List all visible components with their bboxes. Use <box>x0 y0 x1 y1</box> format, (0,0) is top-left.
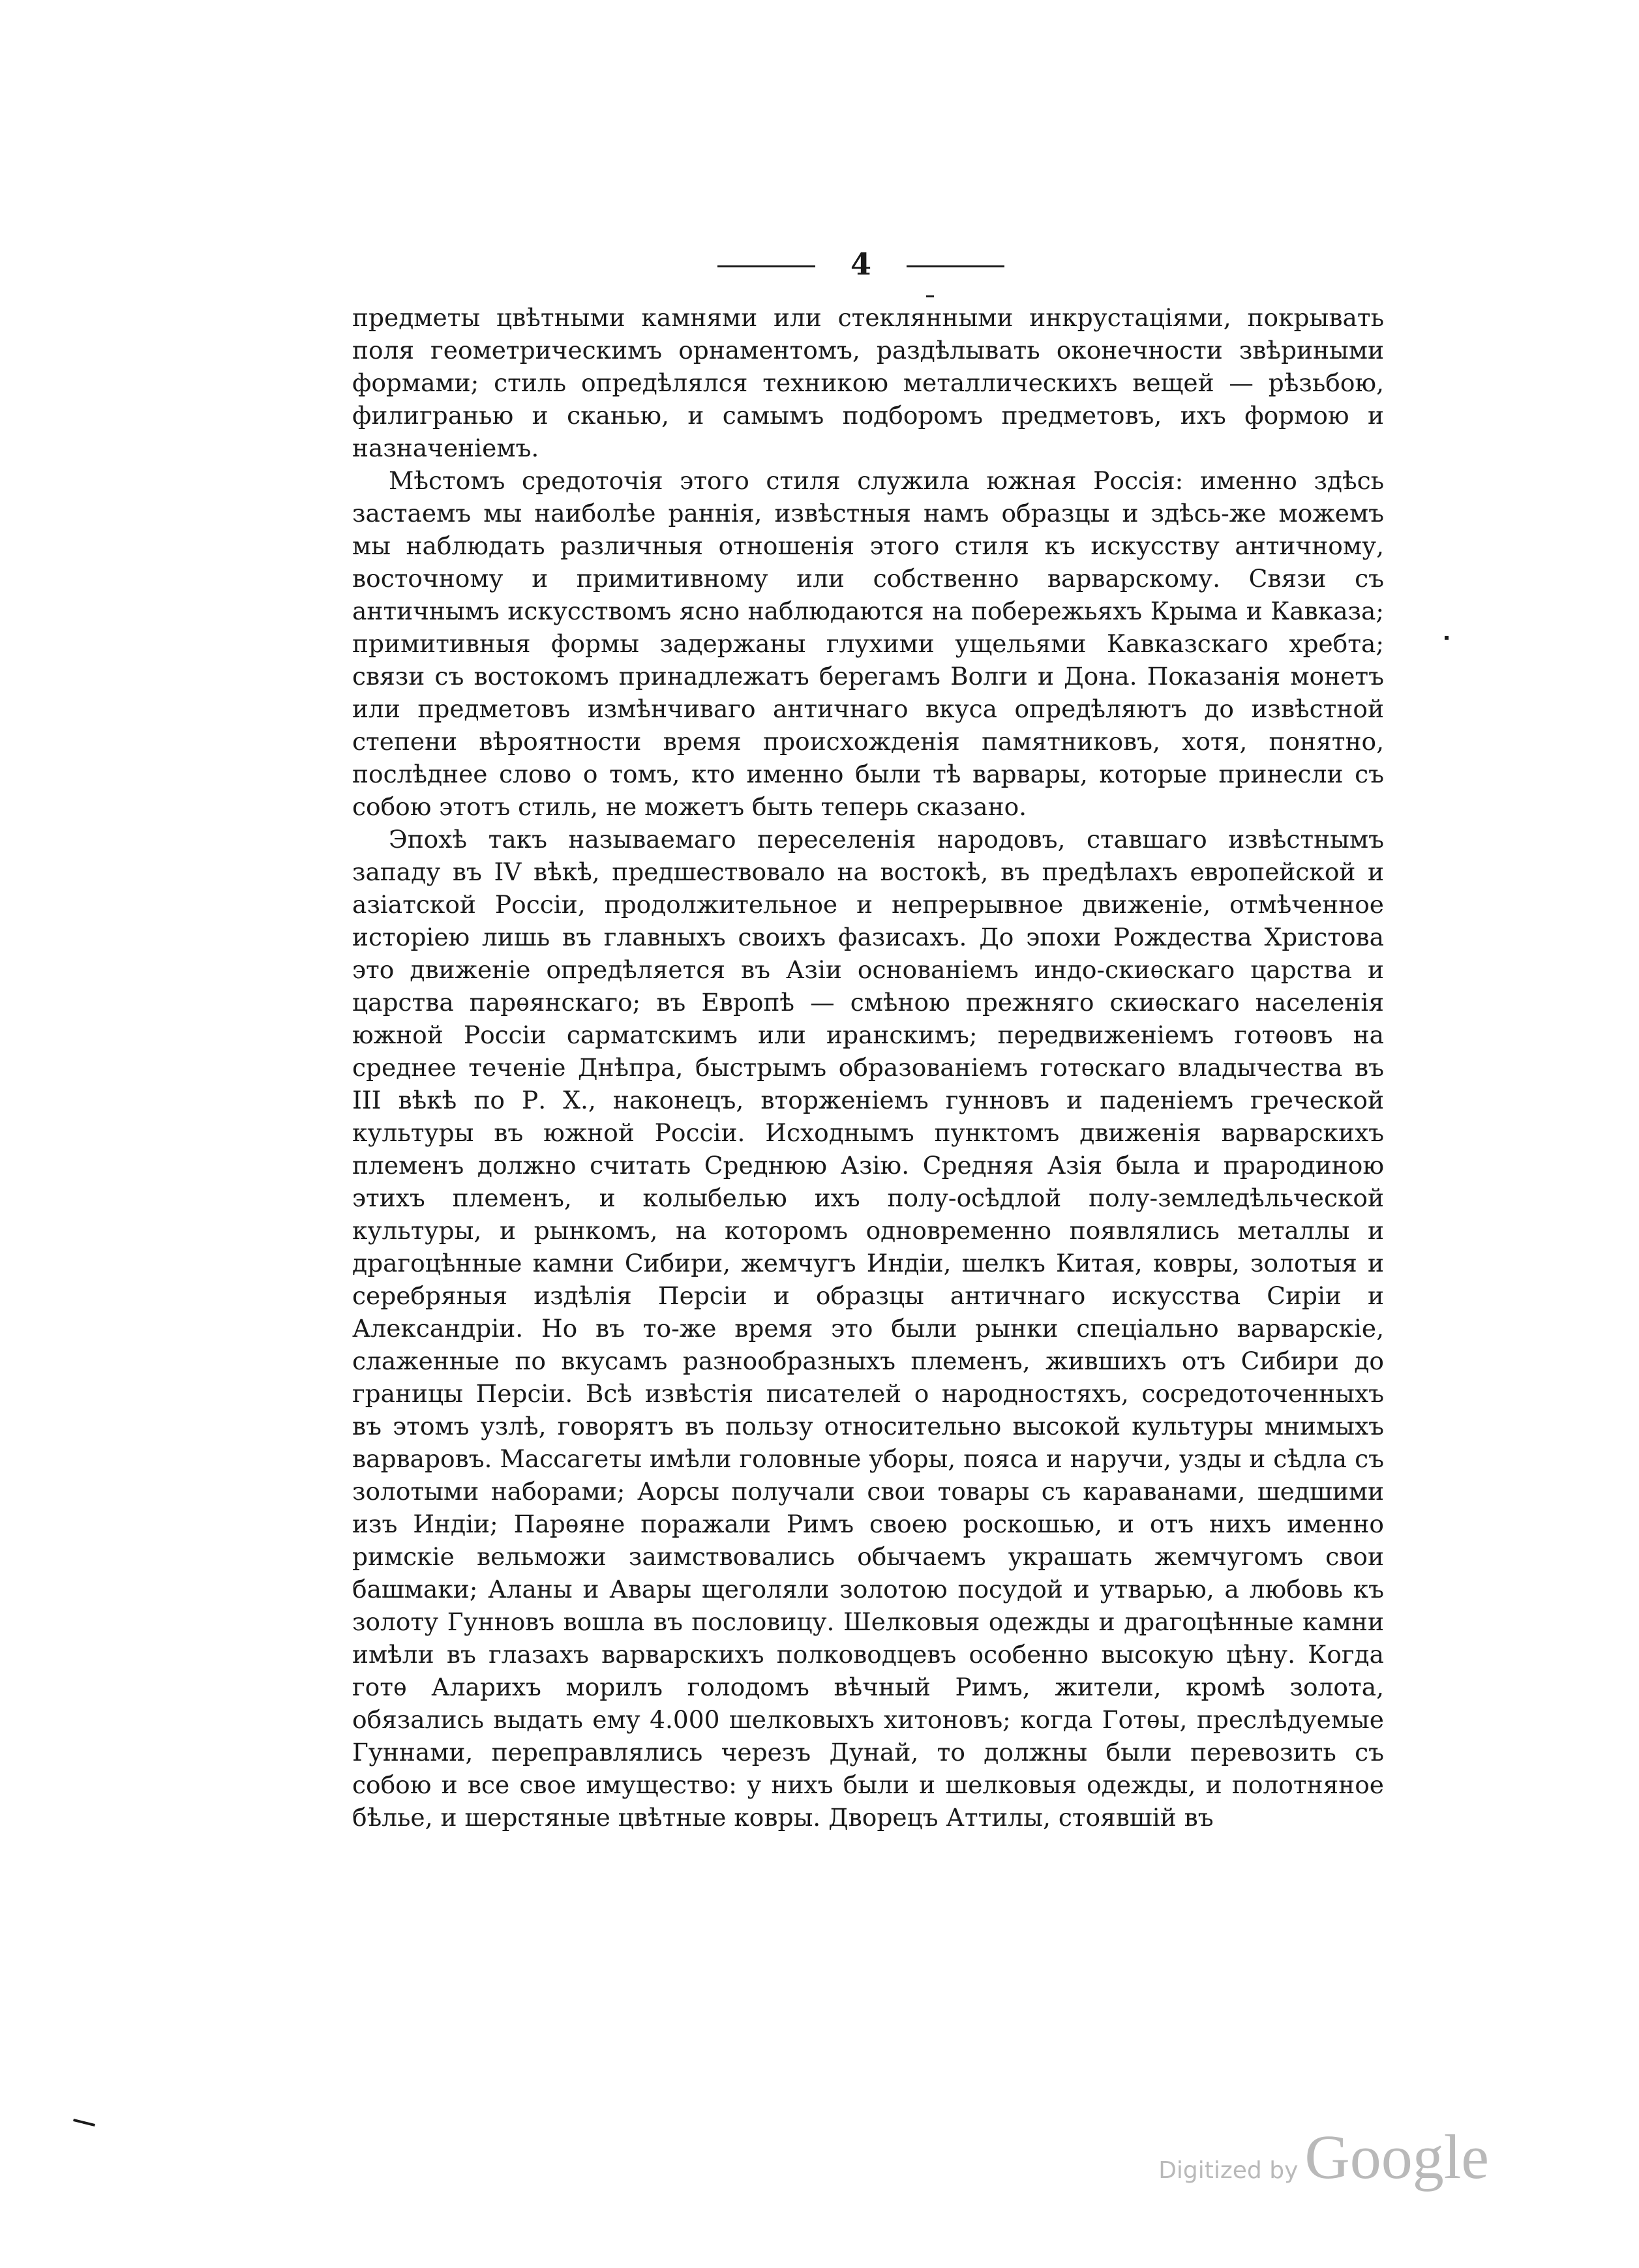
digitized-by-label: Digitized by <box>1158 2157 1299 2184</box>
header-tick-mark <box>926 295 934 297</box>
header-rule-right <box>907 265 1004 267</box>
google-logo: Google <box>1304 2122 1489 2192</box>
paragraph-3: Эпохѣ такъ называемаго переселенія народовъ, ставшаго извѣстнымъ западу въ IV вѣкѣ, предшествовало на востокѣ, въ предѣлахъ европейской и азіатской Россіи, продолжительное и непрерывное движеніе, отмѣченное исторіею лишь въ главныхъ своихъ фазисахъ. До эпохи Рождества Христова это движеніе опредѣляется въ Азіи основаніемъ индо-скиѳскаго царства и царства парѳянскаго; въ Европѣ — смѣною прежняго скиѳскаго населенія южной Россіи сарматскимъ или иранскимъ; передвиженіемъ готѳовъ на среднее теченіе Днѣпра, быстрымъ образованіемъ готѳскаго владычества въ III вѣкѣ по Р. Х., наконецъ, вторженіемъ гунновъ и паденіемъ греческой культуры въ южной Россіи. Исходнымъ пунктомъ движенія варварскихъ племенъ должно считать Среднюю Азію. Средняя Азія была и прародиною этихъ племенъ, и колыбелью ихъ полу-осѣдлой полу-земледѣльческой культуры, и рынкомъ, на которомъ одновременно появлялись металлы и драгоцѣнные камни Сибири, жемчугъ Индіи, шелкъ Китая, ковры, золотыя и серебряныя издѣлія Персіи и образцы античнаго искусства Сиріи и Александріи. Но въ то-же время это были рынки спеціально варварскіе, слаженные по вкусамъ разнообразныхъ племенъ, жившихъ отъ Сибири до границы Персіи. Всѣ извѣстія писателей о народностяхъ, сосредоточенныхъ въ этомъ узлѣ, говорятъ въ пользу относительно высокой культуры мнимыхъ варваровъ. Массагеты имѣли головные уборы, пояса и наручи, узды и сѣдла съ золотыми наборами; Аорсы получали свои товары съ караванами, шедшими изъ Индіи; Парѳяне поражали Римъ своею роскошью, и отъ нихъ именно римскіе вельможи заимствовались обычаемъ украшать жемчугомъ свои башмаки; Аланы и Авары щеголяли золотою посудой и утварью, а любовь къ золоту Гунновъ вошла въ пословицу. Шелковыя одежды и драгоцѣнные камни имѣли въ глазахъ варварскихъ полководцевъ особенно высокую цѣну. Когда готѳ Аларихъ морилъ голодомъ вѣчный Римъ, жители, кромѣ золота, обязались выдать ему 4.000 шелковыхъ хитоновъ; когда Готѳы, преслѣдуемые Гуннами, переправлялись черезъ Дунай, то должны были перевозить съ собою и все свое имущество: у нихъ были и шелковыя одежды, и полотняное бѣлье, и шерстяные цвѣтные ковры. Дворецъ Аттилы, стоявшій въ <box>352 825 1384 1832</box>
paragraph-2: Мѣстомъ средоточія этого стиля служила южная Россія: именно здѣсь застаемъ мы наиболѣе раннія, извѣстныя намъ образцы и здѣсь-же можемъ мы наблюдать различныя отношенія этого стиля къ искусству античному, восточному и примитивному или собственно варварскому. Связи съ античнымъ искусствомъ ясно наблюдаются на побережьяхъ Крыма и Кавказа; примитивныя формы задержаны глухими ущельями Кавказскаго хребта; связи съ востокомъ принадлежатъ берегамъ Волги и Дона. Показанія монетъ или предметовъ измѣнчиваго античнаго вкуса опредѣляютъ до извѣстной степени вѣроятности время происхожденія памятниковъ, хотя, понятно, послѣднее слово о томъ, кто именно были тѣ варвары, которые принесли съ собою этотъ стиль, не можетъ быть теперь сказано. <box>352 466 1384 821</box>
paragraph-1: предметы цвѣтными камнями или стеклянными инкрустаціями, покрывать поля геометрическимъ орнаментомъ, раздѣлывать оконечности звѣриными формами; стиль опредѣлялся техникою металлическихъ вещей — рѣзьбою, филигранью и сканью, и самымъ подборомъ предметовъ, ихъ формою и назначеніемъ. <box>352 303 1384 462</box>
page-number: 4 <box>850 246 871 282</box>
digitized-by-watermark <box>1158 2121 1489 2193</box>
stray-ink-mark <box>1445 636 1449 640</box>
stray-ink-mark-bottom <box>73 2119 95 2126</box>
body-text <box>352 301 1384 1834</box>
page-header <box>717 245 978 290</box>
header-rule-left <box>717 265 815 267</box>
